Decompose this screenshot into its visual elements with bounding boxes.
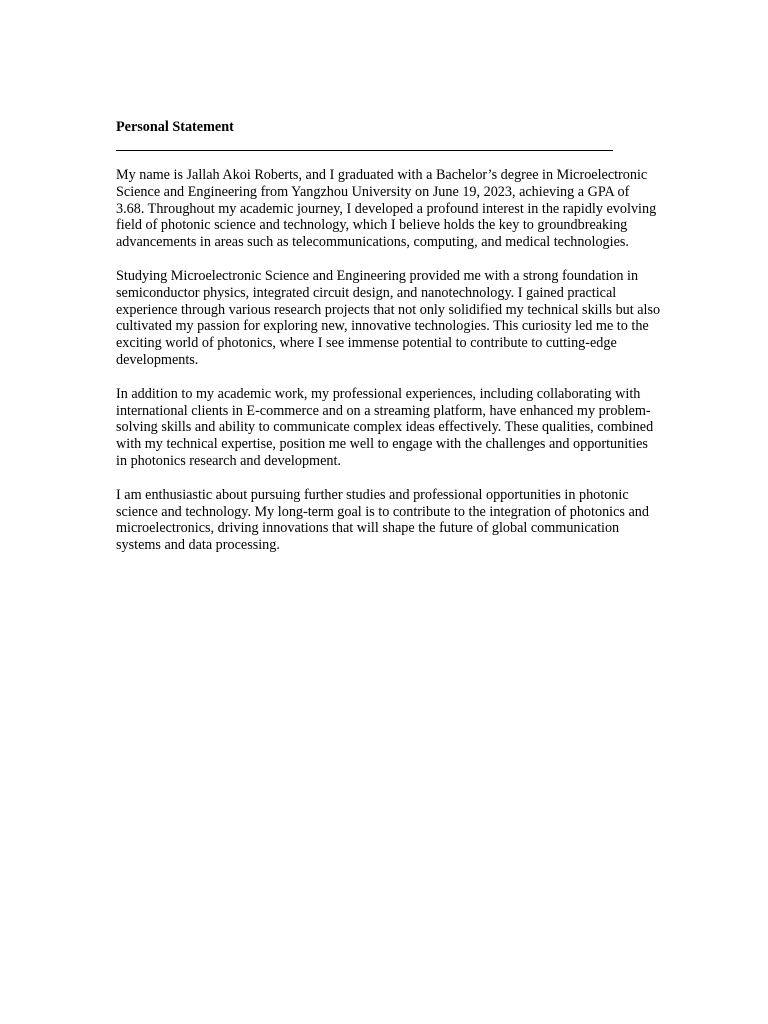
document-body: [116, 167, 661, 554]
title-underline: [116, 150, 613, 151]
paragraph-4: I am enthusiastic about pursuing further studies and professional opportunities in photonic science and technology. My long-term goal is to contribute to the integration of photonics and microelectronics, driving innovations that will shape the future of global communication systems and data processing.: [116, 486, 649, 554]
paragraph-2: Studying Microelectronic Science and Engineering provided me with a strong foundation in semiconductor physics, integrated circuit design, and nanotechnology. I gained practical experience through various research projects that not only solidified my technical skills but also cultivated my passion for exploring new, innovative technologies. This curiosity led me to the exciting world of photonics, where I see immense potential to contribute to cutting-edge developments.: [116, 267, 661, 368]
paragraph-3: In addition to my academic work, my professional experiences, including collaborating with international clients in E-commerce and on a streaming platform, have enhanced my problem-solving skills and ability to communicate complex ideas effectively. These qualities, combined with my technical expertise, position me well to engage with the challenges and opportunities in photonics research and development.: [116, 385, 654, 469]
paragraph-1: My name is Jallah Akoi Roberts, and I graduated with a Bachelor’s degree in Microelectronic Science and Engineering from Yangzhou University on June 19, 2023, achieving a GPA of 3.68. Throughout my academic journey, I developed a profound interest in the rapidly evolving field of photonic science and technology, which I believe holds the key to groundbreaking advancements in areas such as telecommunications, computing, and medical technologies.: [116, 167, 657, 251]
document-content: [116, 118, 661, 571]
document-title: Personal Statement: [116, 119, 234, 135]
